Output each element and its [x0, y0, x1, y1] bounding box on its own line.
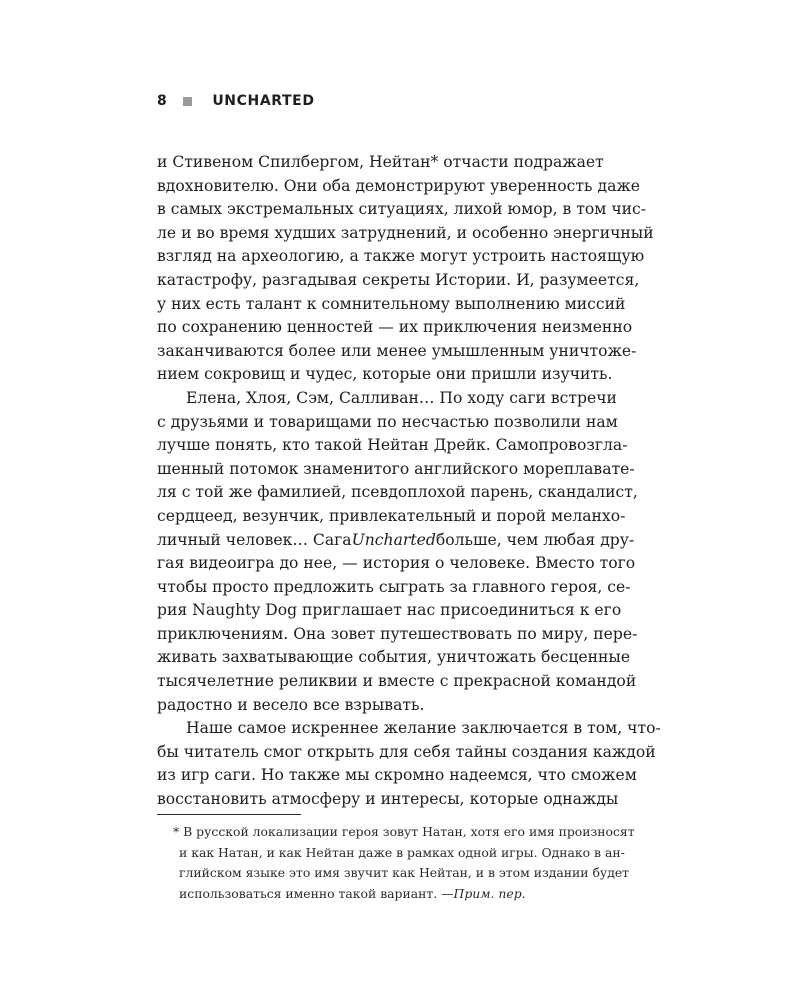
- text-line: с друзьями и товарищами по несчастью позволили нам: [157, 412, 618, 431]
- text-line: из игр саги. Но также мы скромно надеемся, что сможем: [157, 766, 637, 785]
- text-line: приключениям. Она зовет путешествовать по миру, пере-: [157, 624, 638, 643]
- text-line: в самых экстремальных ситуациях, лихой юмор, в том чис-: [157, 200, 647, 219]
- footnote-line: и как Натан, и как Нейтан даже в рамках одной игры. Однако в ан-: [179, 844, 625, 860]
- text-line: живать захватывающие события, уничтожать бесценные: [157, 648, 631, 667]
- game-title-italic: Uncharted: [351, 530, 436, 549]
- book-title: UNCHARTED: [212, 93, 315, 109]
- text-line: рия Naughty Dog приглашает нас присоединиться к его: [157, 601, 622, 620]
- running-head-square-ornament: [183, 97, 192, 106]
- page-number: 8: [157, 93, 168, 109]
- text-line: шенный потомок знаменитого английского мореплавате-: [157, 459, 635, 478]
- text-line: катастрофу, разгадывая секреты Истории. И, разумеется,: [157, 270, 640, 289]
- text-line: вдохновителю. Они оба демонстрируют уверенность даже: [157, 176, 640, 195]
- footnote-divider: [157, 814, 301, 815]
- text-line: бы читатель смог открыть для себя тайны создания каждой: [157, 742, 656, 761]
- translator-note-italic: Прим. пер.: [453, 885, 526, 901]
- footnote-line: использоваться именно такой вариант. —Прим. пер.: [179, 885, 526, 901]
- text-line: чтобы просто предложить сыграть за главного героя, се-: [157, 577, 631, 596]
- text-line: гая видеоигра до нее, — история о человеке. Вместо того: [157, 554, 636, 573]
- text-line: ле и во время худших затруднений, и особенно энергичный: [157, 223, 654, 242]
- text-line: личный человек… СагаUnchartedбольше, чем любая дру-: [157, 530, 635, 549]
- footnote: [157, 822, 688, 904]
- text-line: лучше понять, кто такой Нейтан Дрейк. Самопровозгла-: [157, 436, 628, 455]
- text-line-paragraph-start: Елена, Хлоя, Сэм, Салливан… По ходу саги встречи: [186, 388, 617, 407]
- text-line-paragraph-start: Наше самое искреннее желание заключается в том, что-: [186, 719, 661, 738]
- text-line: и Стивеном Спилбергом, Нейтан* отчасти подражает: [157, 153, 604, 171]
- body-text: [157, 151, 688, 812]
- text-line-paragraph-end: нием сокровищ и чудес, которые они пришли изучить.: [157, 365, 613, 384]
- text-line: по сохранению ценностей — их приключения неизменно: [157, 318, 633, 337]
- text-line: восстановить атмосферу и интересы, которые однажды: [157, 790, 619, 809]
- text-line: ля с той же фамилией, псевдоплохой парень, скандалист,: [157, 483, 638, 502]
- text-line-paragraph-end: радостно и весело все взрывать.: [157, 695, 425, 714]
- footnote-line: глийском языке это имя звучит как Нейтан, и в этом издании будет: [179, 865, 630, 880]
- running-head: [157, 91, 315, 111]
- text-line: сердцеед, везунчик, привлекательный и порой меланхо-: [157, 506, 626, 525]
- footnote-line: * В русской локализации героя зовут Натан, хотя его имя произносят: [173, 824, 635, 839]
- text-line: тысячелетние реликвии и вместе с прекрасной командой: [157, 672, 637, 691]
- text-line: заканчиваются более или менее умышленным уничтоже-: [157, 341, 637, 360]
- text-line: взгляд на археологию, а также могут устроить настоящую: [157, 247, 645, 266]
- text-line: у них есть талант к сомнительному выполнению миссий: [157, 294, 626, 313]
